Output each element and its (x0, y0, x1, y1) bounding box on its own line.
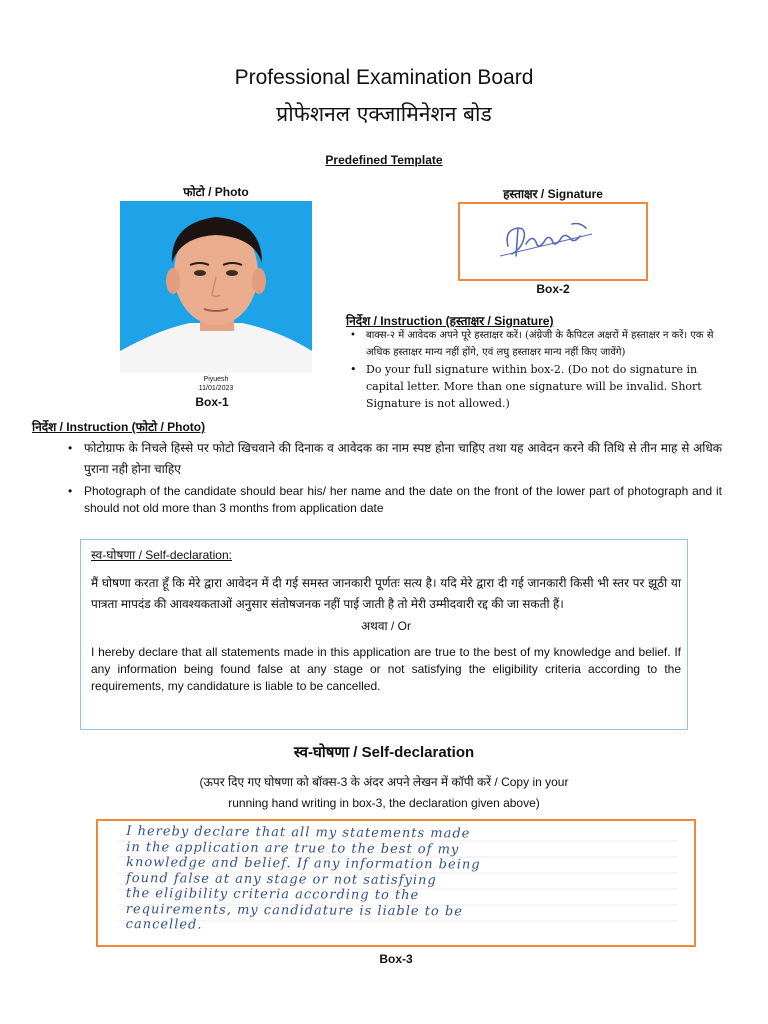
handwritten-section-heading: स्व-घोषणा / Self-declaration (293, 744, 475, 761)
signature-instruction-heading: निर्देश / Instruction (हस्ताक्षर / Signature) (346, 314, 554, 328)
handwriting-line: the eligibility criteria according to the (125, 886, 420, 904)
page-title: Professional Examination Board (234, 66, 534, 89)
handwritten-instruction-line-1: (ऊपर दिए गए घोषणा को बॉक्स-3 के अंदर अपने लेखन में कॉपी करें / Copy in your (199, 775, 569, 789)
box-1-label: Box-1 (195, 395, 229, 409)
photo-caption-date: 11/01/2023 (198, 385, 234, 392)
handwriting-line: in the application are true to the best of my (126, 839, 460, 857)
photo-label: फोटो / Photo (183, 185, 249, 199)
handwriting-line: I hereby declare that all my statements made (126, 824, 471, 842)
signature-box (458, 202, 648, 281)
handwritten-text (126, 824, 687, 936)
candidate-photo (120, 201, 312, 393)
list-item: • Do your full signature within box-2. (Do not do signature in capital letter. More than one signature will be invalid. Short Signature is not allowed.) (350, 361, 722, 412)
handwritten-instruction-line-2: running hand writing in box-3, the declaration given above) (228, 796, 540, 810)
candidate-photo-image (120, 201, 312, 393)
self-declaration-box (80, 539, 688, 730)
handwriting-line: found false at any stage or not satisfying (125, 870, 437, 888)
template-label: Predefined Template (325, 153, 443, 167)
page-title-hindi: प्रोफेशनल एक्जामिनेशन बोड (276, 102, 492, 126)
box-3-label: Box-3 (379, 952, 413, 966)
handwriting-line: requirements, my candidature is liable to be (125, 901, 463, 919)
self-declaration-text-english: I hereby declare that all statements made in this application are true to the best of my knowledge and belief. If any information being found false at any stage or not satisfying the eligibility criteria according to the requirements, my candidature is liable to be cancelled. (91, 645, 681, 693)
handwriting-box (96, 819, 696, 947)
box-2-label: Box-2 (536, 282, 570, 296)
photo-instruction-list (68, 438, 722, 517)
photo-caption-name: Piyuesh (203, 376, 229, 383)
handwriting-line: cancelled. (125, 917, 203, 933)
handwriting-line: knowledge and belief. If any information being (126, 855, 481, 873)
or-separator: अथवा / Or (361, 619, 411, 633)
list-item: • फोटोग्राफ के निचले हिस्से पर फोटो खिचवाने की दिनाक व आवेदक का नाम स्पष्ट होना चाहिए तथा यह आवेदन करने की तिथि से तीन माह से अधिक पुराना नही होना चाहिए (68, 438, 722, 480)
list-item: • बाक्स-२ में आवेदक अपने पूरे हस्ताक्षर करें। (अंग्रेजी के कैपिटल अक्षरों में हस्ताक्षर न करें। एक से अधिक हस्ताक्षर मान्य नहीं होंगे, एवं लघु हस्ताक्षर मान्य नहीं किए जावेंगे) (350, 327, 722, 361)
signature-instruction-list (350, 327, 722, 412)
photo-caption (120, 375, 312, 393)
signature-label: हस्ताक्षर / Signature (503, 187, 603, 201)
list-item: • Photograph of the candidate should bear his/ her name and the date on the front of the lower part of photograph and it should not old more than 3 months from application date (68, 483, 722, 517)
signature-image (460, 204, 646, 279)
photo-instruction-heading: निर्देश / Instruction (फोटो / Photo) (32, 420, 206, 434)
self-declaration-heading: स्व-घोषणा / Self-declaration: (91, 548, 232, 562)
self-declaration-text-hindi: मैं घोषणा करता हूँ कि मेरे द्वारा आवेदन में दी गई समस्त जानकारी पूर्णतः सत्य है। यदि मेरे द्वारा दी गई जानकारी किसी भी स्तर पर झूठी या पात्रता मापदंड की आवश्यकताओं अनुसार संतोषजनक नहीं पाई जाती है तो मेरी उम्मीदवारी रद्द की जा सकती हैं। (91, 576, 681, 611)
